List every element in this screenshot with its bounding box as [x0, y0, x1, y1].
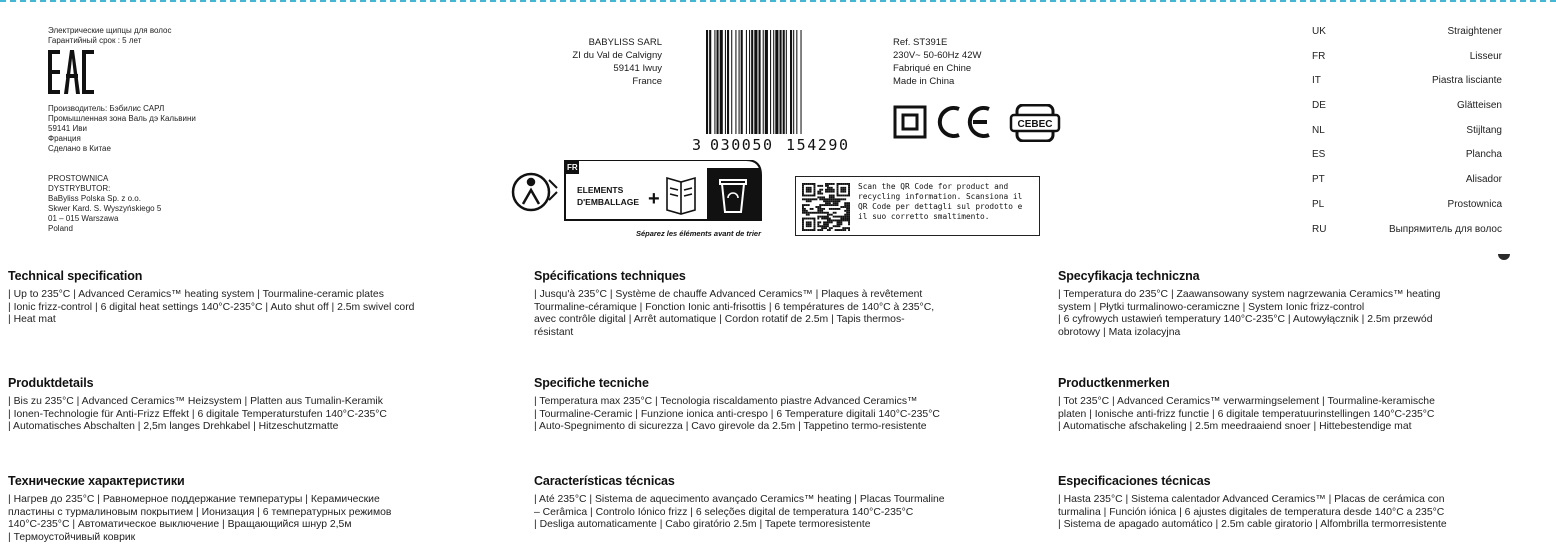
language-code: RU	[1312, 223, 1327, 235]
decorative-dot	[1498, 248, 1510, 260]
spec-line: | Tourmaline-Ceramic | Funzione ionica anti-crespo | 6 Temperature digitali 140°C-235°C	[534, 408, 940, 420]
spec-title: Specyfikacja techniczna	[1058, 269, 1200, 283]
qr-code-icon[interactable]	[802, 183, 850, 231]
svg-text:+: +	[648, 188, 660, 210]
svg-text:FR: FR	[567, 163, 578, 172]
language-product-name: Выпрямитель для волос	[1388, 223, 1502, 235]
language-code: IT	[1312, 75, 1321, 87]
pl-line: Skwer Kard. S. Wyszyńskiego 5	[48, 204, 162, 213]
address-line: ZI du Val de Calvigny	[572, 50, 662, 61]
spec-line: | Jusqu'à 235°C | Système de chauffe Advanced Ceramics™ | Plaques à revêtement	[534, 289, 923, 300]
spec-section-fr	[534, 269, 1034, 339]
spec-title: Produktdetails	[8, 376, 94, 390]
barcode-digits-left: 030050	[710, 136, 772, 154]
spec-title: Технические характеристики	[8, 474, 185, 488]
spec-line: | Hasta 235°C | Sistema calentador Advanced Ceramics™ | Placas de cerámica con	[1058, 494, 1445, 505]
language-code: FR	[1312, 50, 1326, 62]
spec-line: | Нагрев до 235°C | Равномерное поддержание температуры | Керамические	[8, 494, 380, 505]
ref-line: Ref. ST391E	[893, 37, 948, 48]
language-row	[1312, 199, 1502, 224]
spec-title: Technical specification	[8, 269, 143, 283]
spec-section-it	[534, 376, 1034, 434]
spec-line: | Heat mat	[8, 314, 56, 326]
ru-manufacturer-block	[48, 104, 268, 154]
language-product-name: Plancha	[1465, 149, 1502, 161]
spec-line: 140°C-235°C | Автоматическое выключение | Вращающийся шнур 2,5м	[8, 519, 352, 531]
ru-product-block	[48, 26, 258, 46]
language-row	[1312, 100, 1502, 125]
language-product-name: Straightener	[1447, 26, 1502, 37]
spec-line: | Bis zu 235°C | Advanced Ceramics™ Heizsystem | Platten aus Tumalin-Keramik	[8, 396, 383, 407]
language-product-name: Alisador	[1465, 174, 1502, 186]
language-row	[1312, 51, 1502, 76]
pl-distributor-block	[48, 174, 268, 234]
spec-line: | Up to 235°C | Advanced Ceramics™ heating system | Tourmaline-ceramic plates	[8, 289, 384, 300]
language-code: UK	[1312, 26, 1326, 37]
triman-recycling-info	[511, 160, 766, 240]
qr-instructions: Scan the QR Code for product and recycling information. Scansiona il QR Code per dettagli sul prodotto e il suo corretto smaltimento.	[858, 182, 1023, 221]
maker-line: Франция	[48, 134, 81, 143]
spec-line: avec contrôle digital | Arrêt automatique | Cordon rotatif de 2.5m | Tapis thermos-	[534, 314, 905, 326]
language-row	[1312, 174, 1502, 199]
rating-block	[893, 36, 1053, 88]
language-row	[1312, 26, 1502, 51]
spec-line: obrotowy | Mata izolacyjna	[1058, 326, 1181, 338]
spec-line: | Ionic frizz-control | 6 digital heat settings 140°C-235°C | Auto shut off | 2.5m swivel cord	[8, 301, 415, 313]
spec-line: Tourmaline-céramique | Fonction Ionic anti-frisottis | 6 températures de 140°C à 235°C,	[534, 301, 935, 313]
language-code: NL	[1312, 124, 1325, 136]
language-name-table	[1312, 26, 1502, 248]
spec-line: | Desliga automaticamente | Cabo giratório 2.5m | Tapete termoresistente	[534, 519, 871, 531]
spec-title: Características técnicas	[534, 474, 675, 488]
spec-line: | Auto-Spegnimento di sicurezza | Cavo girevole da 2.5m | Tappetino termo-resistente	[534, 421, 927, 433]
pl-line: 01 – 015 Warszawa	[48, 214, 119, 223]
ce-mark-icon	[940, 108, 989, 136]
certification-symbols	[893, 104, 1063, 142]
spec-line: | Automatische afschakeling | 2.5m meedraaiend snoer | Hittebestendige mat	[1058, 421, 1412, 433]
spec-line: turmalina | Función iónica | 6 ajustes digitales de temperatura desde 140°C a 235°C	[1058, 506, 1445, 518]
spec-line: platen | Ionische anti-frizz functie | 6 digitale temperatuurinstellingen 140°C-235°C	[1058, 408, 1435, 420]
spec-section-es	[1058, 474, 1556, 532]
barcode-digits-right: 154290	[786, 136, 848, 154]
spec-title: Productkenmerken	[1058, 376, 1170, 390]
pl-line: DYSTRYBUTOR:	[48, 184, 111, 193]
language-product-name: Glätteisen	[1456, 100, 1502, 112]
language-row	[1312, 149, 1502, 174]
spec-title: Spécifications techniques	[534, 269, 686, 283]
spec-line: | Термоустойчивый коврик	[8, 531, 136, 543]
svg-text:D'EMBALLAGE: D'EMBALLAGE	[577, 197, 639, 207]
spec-section-pl	[1058, 269, 1556, 339]
language-row	[1312, 125, 1502, 150]
spec-line: | 6 cyfrowych ustawień temperatury 140°C-235°C | Autowyłącznik | 2.5m przewód	[1058, 314, 1433, 326]
spec-section-nl	[1058, 376, 1556, 434]
maker-line: Производитель: Бэбилис САРЛ	[48, 104, 165, 113]
triman-icon	[513, 174, 557, 210]
barcode-icon	[690, 30, 866, 156]
spec-section-de	[8, 376, 508, 434]
eac-logo-icon	[48, 50, 94, 94]
spec-line: – Cerâmica | Controlo Iónico frizz | 6 seleções digital de temperatura 140°C-235°C	[534, 506, 914, 518]
pl-line: Poland	[48, 224, 73, 233]
language-product-name: Piastra lisciante	[1431, 75, 1502, 87]
maker-line: 59141 Иви	[48, 124, 87, 133]
address-line: BABYLISS SARL	[588, 37, 662, 48]
language-row	[1312, 224, 1502, 249]
language-code: ES	[1312, 149, 1326, 161]
double-square-icon	[895, 107, 925, 137]
ru-warranty: Гарантийный срок : 5 лет	[48, 36, 142, 45]
language-row	[1312, 75, 1502, 100]
spec-line: system | Płytki turmalinowo-ceramiczne | System Ionic frizz-control	[1058, 301, 1365, 313]
language-code: PL	[1312, 198, 1325, 210]
cebec-mark-icon	[1011, 105, 1059, 141]
spec-line: | Até 235°C | Sistema de aquecimento avançado Ceramics™ heating | Placas Tourmaline	[534, 494, 945, 505]
pl-line: PROSTOWNICA	[48, 174, 109, 183]
maker-line: Промышленная зона Валь дэ Кальвини	[48, 114, 196, 123]
language-product-name: Stijltang	[1466, 124, 1502, 136]
language-code: PT	[1312, 174, 1325, 186]
ru-title: Электрические щипцы для волос	[48, 26, 172, 35]
spec-line: | Sistema de apagado automático | 2.5m cable giratorio | Alfombrilla termorresistente	[1058, 519, 1447, 531]
language-code: DE	[1312, 100, 1326, 112]
company-address	[540, 36, 662, 88]
svg-text:CEBEC: CEBEC	[1017, 119, 1053, 130]
language-product-name: Prostownica	[1447, 198, 1502, 210]
svg-text:ELEMENTS: ELEMENTS	[577, 185, 624, 195]
spec-section-en	[8, 269, 508, 327]
svg-text:Séparez les éléments avant de: Séparez les éléments avant de trier	[635, 229, 761, 238]
pl-line: BaByliss Polska Sp. z o.o.	[48, 194, 141, 203]
spec-line: | Automatisches Abschalten | 2,5m langes Drehkabel | Hitzeschutzmatte	[8, 421, 339, 433]
spec-line: | Ionen-Technologie für Anti-Frizz Effekt | 6 digitale Temperaturstufen 140°C-235°C	[8, 408, 387, 420]
ref-line: Made in China	[893, 76, 955, 87]
spec-line: | Temperatura do 235°C | Zaawansowany system nagrzewania Ceramics™ heating	[1058, 289, 1441, 300]
spec-section-ru	[8, 474, 508, 544]
dashed-cut-line	[0, 0, 1556, 2]
barcode-digit-first: 3	[692, 136, 702, 154]
ref-line: Fabriqué en Chine	[893, 63, 972, 74]
qr-info-box	[795, 176, 1040, 236]
spec-title: Specifiche tecniche	[534, 376, 649, 390]
spec-section-pt	[534, 474, 1034, 532]
language-product-name: Lisseur	[1469, 50, 1502, 62]
address-line: France	[632, 76, 662, 87]
spec-title: Especificaciones técnicas	[1058, 474, 1211, 488]
maker-line: Сделано в Китае	[48, 144, 111, 153]
spec-line: | Tot 235°C | Advanced Ceramics™ verwarmingselement | Tourmaline-keramische	[1058, 396, 1435, 407]
spec-line: résistant	[534, 326, 574, 338]
spec-line: | Temperatura max 235°C | Tecnologia riscaldamento piastre Advanced Ceramics™	[534, 396, 918, 407]
ref-line: 230V~ 50-60Hz 42W	[893, 50, 982, 61]
address-line: 59141 Iwuy	[613, 63, 662, 74]
spec-line: пластины с турмалиновым покрытием | Ионизация | 6 температурных режимов	[8, 506, 392, 518]
